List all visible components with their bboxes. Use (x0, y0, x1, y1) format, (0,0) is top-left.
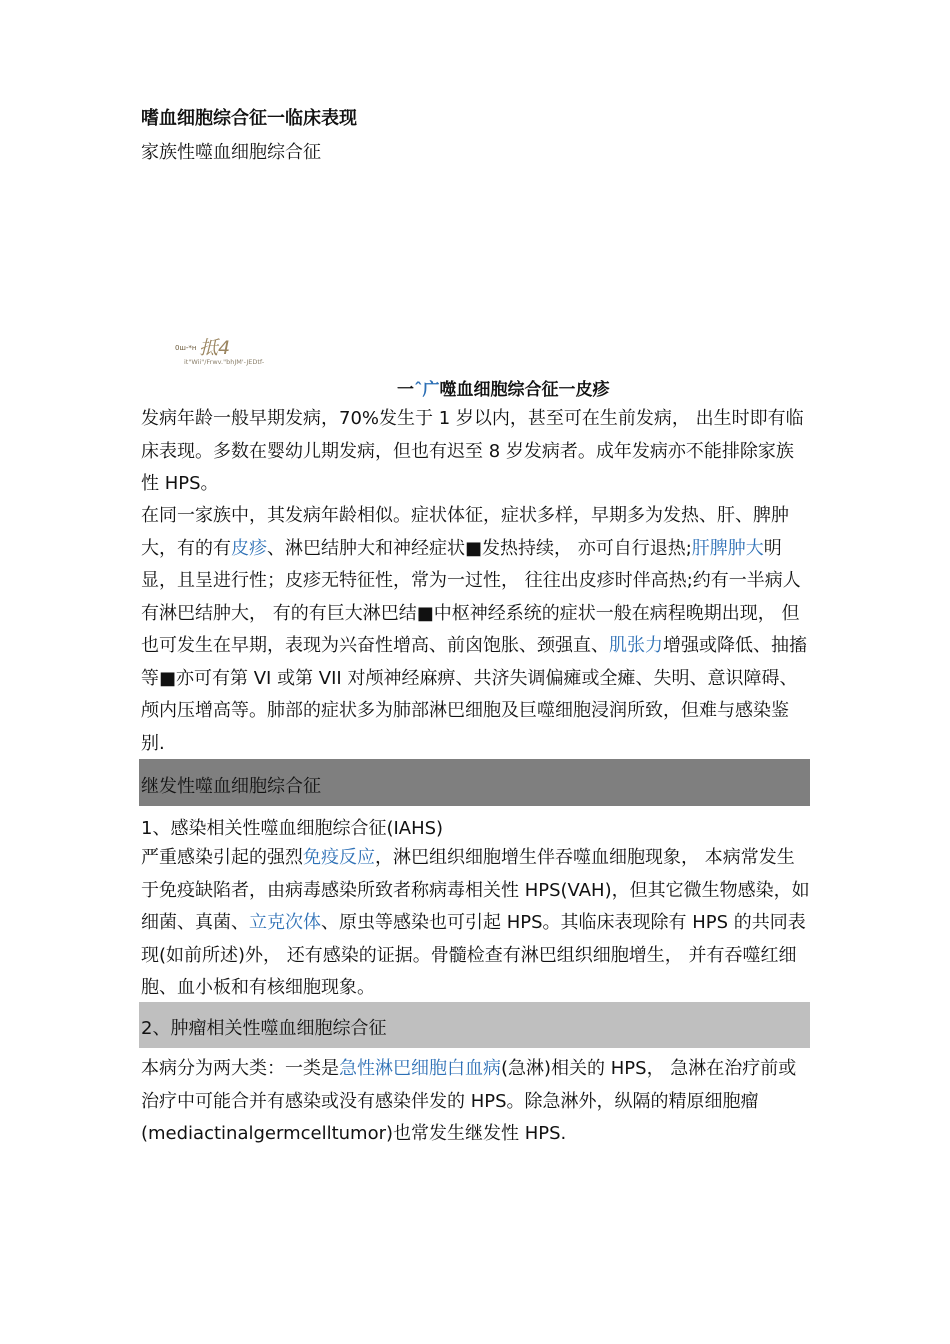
text-segment: 在同一家族中，其发病年龄相似。症状体征，症状多样，早期多为发热、肝、脾肿大，有的有 (141, 505, 789, 559)
link-hepatosplenomegaly[interactable]: 肝脾肿大 (691, 537, 764, 559)
text-segment: (急淋)相关的 HPS， 急淋在治疗前或治疗中可能合并有感染或没有感染伴发的 HPS。除急淋外，纵隔的精原细胞瘤(mediactinalgermcelltumor)也常发生继发性 HPS. (141, 1058, 797, 1144)
link-immune-response[interactable]: 免疫反应 (303, 847, 375, 868)
text-segment: 增强或降低、抽搐等■亦可有第 VI 或第 VII 对颅神经麻痹、共济失调偏瘫或全瘫、失明、意识障碍、颅内压增高等。肺部的症状多为肺部淋巴细胞及巨噬细胞浸润所致，但难与感染鉴别. (141, 635, 807, 754)
rash-heading-mark: ˆ广 (414, 380, 440, 400)
text-segment: ，淋巴组织细胞增生伴吞噬血细胞现象， 本病常发生于免疫缺陷者，由病毒感染所致者称病毒相关性 HPS(VAH)，但其它微生物感染，如细菌、真菌、 (141, 847, 810, 933)
text-segment: 本病分为两大类：一类是 (141, 1058, 339, 1079)
link-all-leukemia[interactable]: 急性淋巴细胞白血病 (339, 1058, 501, 1079)
document-subtitle: 家族性噬血细胞综合征 (141, 142, 321, 163)
embedded-figure (175, 333, 295, 373)
text-segment: 明显，且呈进行性；皮疹无特征性，常为一过性， 往往出皮疹时伴高热;约有一半病人有淋巴结肿大， 有的有巨大淋巴结■中枢神经系统的症状一般在病程晚期出现， 但也可发生在早期，表现为兴奋性增高、前囟饱胀、颈强直、 (141, 537, 801, 656)
section1-title: 1、感染相关性噬血细胞综合征(IAHS) (141, 818, 444, 839)
section-band-tumor (139, 1002, 810, 1048)
paragraph-onset: 发病年龄一般早期发病，70%发生于 1 岁以内，甚至可在生前发病， 出生时即有临床表现。多数在婴幼儿期发病，但也有迟至 8 岁发病者。成年发病亦不能排除家族性 HPS。 (141, 408, 804, 494)
paragraph-infection (141, 842, 811, 1005)
link-rickettsia[interactable]: 立克次体 (249, 912, 321, 933)
rash-heading (397, 375, 610, 400)
section-band-secondary (139, 759, 810, 806)
section-secondary-title: 继发性噬血细胞综合征 (141, 776, 321, 797)
figure-caption: it"Wii"/Frwv."bhJM'-JEDtf- (184, 358, 265, 366)
text-segment: 严重感染引起的强烈 (141, 847, 303, 868)
paragraph-symptoms (141, 500, 811, 760)
figure-glyph: 抵4 (199, 337, 231, 359)
link-muscle-tone[interactable]: 肌张力 (609, 635, 663, 656)
text-segment: 、原虫等感染也可引起 HPS。其临床表现除有 HPS 的共同表现(如前所述)外， 还有感染的证据。骨髓检查有淋巴组织细胞增生， 并有吞噬红细胞、血小板和有核细胞现象。 (141, 912, 806, 998)
paragraph-tumor (141, 1053, 811, 1151)
section2-title: 2、肿瘤相关性噬血细胞综合征 (141, 1018, 387, 1039)
rash-heading-text: 噬血细胞综合征一皮疹 (439, 380, 610, 400)
figure-small-text: 0ш-*н (175, 344, 197, 352)
link-rash[interactable]: 皮疹 (231, 537, 267, 559)
text-segment: 、淋巴结肿大和神经症状■发热持续， 亦可自行退热; (267, 537, 692, 559)
rash-heading-prefix: 一 (397, 380, 414, 400)
document-title: 嗜血细胞综合征一临床表现 (141, 108, 357, 129)
